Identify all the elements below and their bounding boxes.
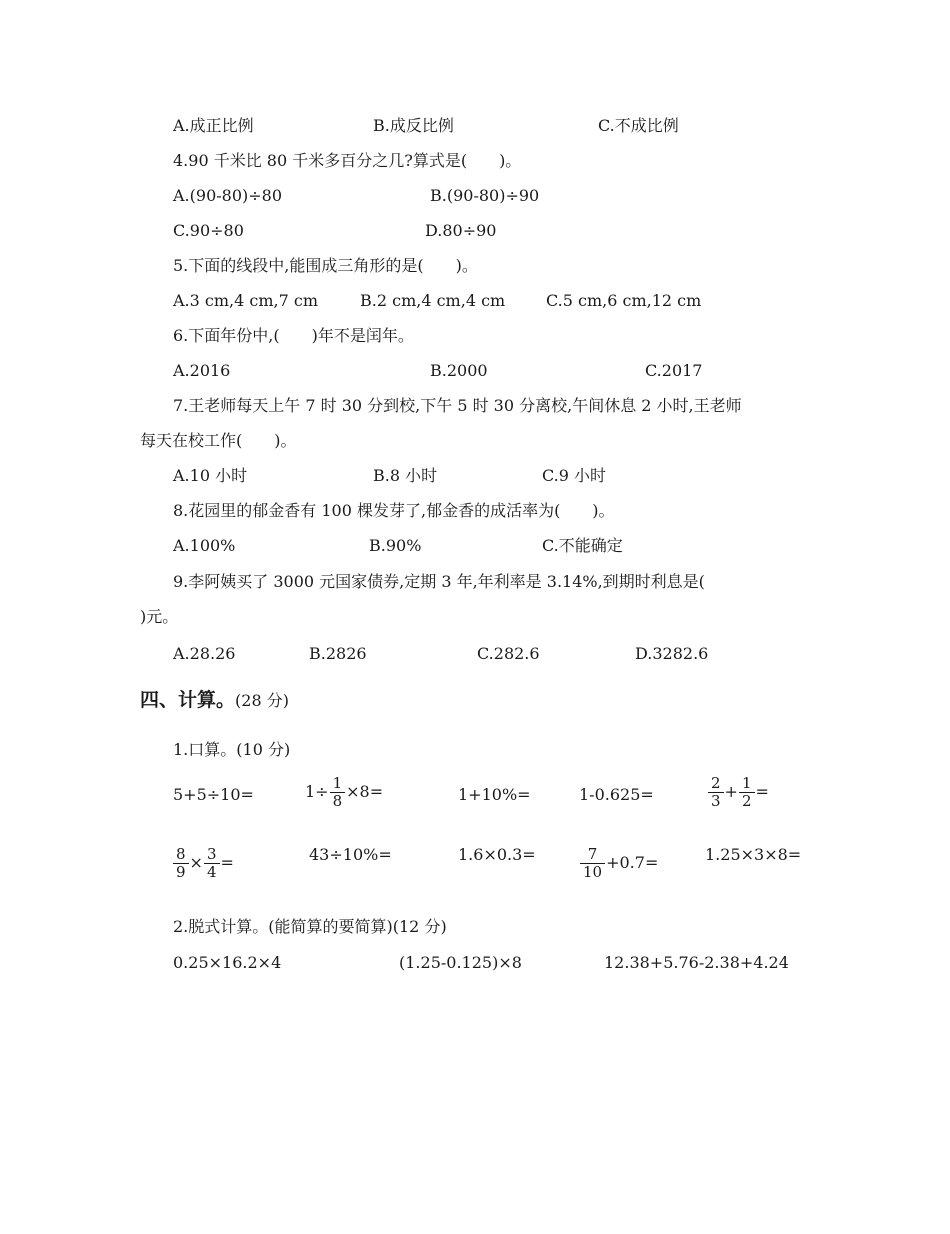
fraction — [739, 775, 755, 810]
operator: + — [724, 782, 738, 801]
q7-option-c: C.9 小时 — [542, 466, 607, 485]
q9-option-b: B.2826 — [309, 644, 367, 663]
q5-stem: 5.下面的线段中,能围成三角形的是( )。 — [173, 256, 478, 275]
denominator: 10 — [583, 863, 603, 881]
q8-option-c: C.不能确定 — [542, 536, 623, 555]
q4-stem: 4.90 千米比 80 千米多百分之几?算式是( )。 — [173, 151, 522, 170]
oral-expr-5 — [707, 775, 769, 810]
q7-option-a: A.10 小时 — [173, 466, 248, 485]
q9-option-a: A.28.26 — [173, 644, 236, 663]
q6-stem: 6.下面年份中,( )年不是闰年。 — [173, 326, 414, 345]
numerator: 1 — [330, 775, 346, 793]
expr-text: = — [755, 782, 769, 801]
fraction — [708, 775, 724, 810]
q3-option-a: A.成正比例 — [173, 116, 254, 135]
fraction — [173, 846, 189, 881]
section-4-heading — [140, 688, 289, 713]
q5-option-a: A.3 cm,4 cm,7 cm — [173, 291, 319, 310]
denominator: 4 — [206, 863, 217, 881]
oral-expr-2 — [305, 775, 383, 810]
section-4-title: 四、计算。 — [140, 689, 236, 711]
expr-text: 1÷ — [305, 782, 329, 801]
oral-expr-8: 1.6×0.3= — [458, 845, 536, 864]
written-expr-3: 12.38+5.76-2.38+4.24 — [604, 953, 789, 972]
operator: × — [189, 853, 203, 872]
fraction — [580, 846, 605, 881]
oral-expr-6 — [172, 846, 234, 881]
q4-option-a: A.(90-80)÷80 — [173, 186, 283, 205]
q7-stem-line2: 每天在校工作( )。 — [140, 431, 297, 450]
section-4-points: (28 分) — [235, 691, 289, 710]
q9-option-d: D.3282.6 — [635, 644, 709, 663]
oral-expr-7: 43÷10%= — [309, 845, 392, 864]
q8-option-b: B.90% — [369, 536, 422, 555]
q3-option-b: B.成反比例 — [373, 116, 454, 135]
q7-stem-line1: 7.王老师每天上午 7 时 30 分到校,下午 5 时 30 分离校,午间休息 2 小时,王老师 — [173, 396, 742, 415]
q8-stem: 8.花园里的郁金香有 100 棵发芽了,郁金香的成活率为( )。 — [173, 501, 615, 520]
oral-expr-3: 1+10%= — [458, 785, 531, 804]
q9-stem-line2: )元。 — [140, 607, 179, 626]
numerator: 2 — [708, 775, 724, 793]
fraction — [330, 775, 346, 810]
q5-option-c: C.5 cm,6 cm,12 cm — [546, 291, 702, 310]
q3-option-c: C.不成比例 — [598, 116, 679, 135]
q4-option-b: B.(90-80)÷90 — [430, 186, 540, 205]
oral-expr-1: 5+5÷10= — [173, 785, 254, 804]
oral-calc-subheading: 1.口算。(10 分) — [173, 740, 291, 759]
expr-text: +0.7= — [606, 853, 659, 872]
numerator: 3 — [204, 846, 220, 864]
q5-option-b: B.2 cm,4 cm,4 cm — [360, 291, 506, 310]
q9-option-c: C.282.6 — [477, 644, 540, 663]
expr-text: ×8= — [346, 782, 384, 801]
numerator: 8 — [173, 846, 189, 864]
numerator: 1 — [739, 775, 755, 793]
expr-text: = — [220, 853, 234, 872]
q4-option-c: C.90÷80 — [173, 221, 244, 240]
numerator: 7 — [580, 846, 605, 864]
oral-expr-9 — [579, 846, 658, 881]
denominator: 2 — [741, 792, 752, 810]
oral-expr-10: 1.25×3×8= — [705, 845, 802, 864]
q6-option-b: B.2000 — [430, 361, 488, 380]
denominator: 9 — [176, 863, 186, 881]
written-calc-subheading: 2.脱式计算。(能简算的要简算)(12 分) — [173, 917, 447, 936]
written-expr-1: 0.25×16.2×4 — [173, 953, 282, 972]
fraction — [204, 846, 220, 881]
written-expr-2: (1.25-0.125)×8 — [399, 953, 522, 972]
q7-option-b: B.8 小时 — [373, 466, 438, 485]
denominator: 8 — [332, 792, 343, 810]
denominator: 3 — [711, 792, 721, 810]
q6-option-c: C.2017 — [645, 361, 703, 380]
q9-stem-line1: 9.李阿姨买了 3000 元国家债券,定期 3 年,年利率是 3.14%,到期时利息是( — [173, 572, 705, 591]
oral-expr-4: 1-0.625= — [579, 785, 654, 804]
q8-option-a: A.100% — [173, 536, 236, 555]
q6-option-a: A.2016 — [173, 361, 231, 380]
q4-option-d: D.80÷90 — [425, 221, 497, 240]
